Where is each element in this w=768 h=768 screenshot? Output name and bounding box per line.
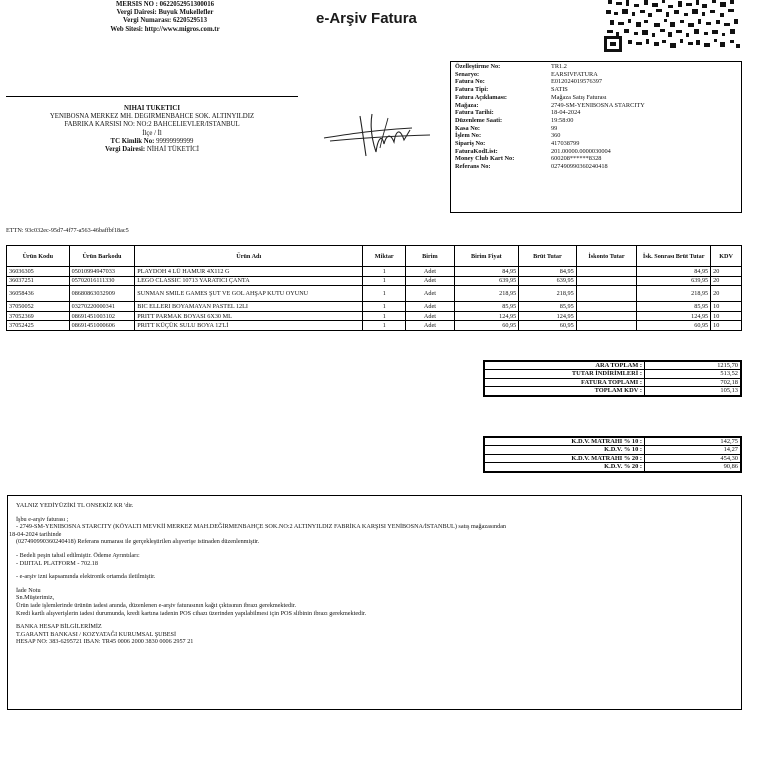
column-header: Ürün Kodu <box>7 246 70 267</box>
totals-label: K.D.V. MATRAHI % 10 : <box>485 438 645 446</box>
seller-tax-office: Vergi Dairesi: Buyuk Mukellefler <box>116 9 214 17</box>
seller-mersis: MERSIS NO : 0622052951300016 <box>116 1 214 8</box>
invoice-info-row <box>453 140 647 148</box>
column-header: Birim Fiyat <box>454 246 519 267</box>
buyer-address-line2: FABRIKA KARSISI NO: NO:2 BAHCELIEVLER/ISTANBUL <box>64 121 240 129</box>
return-greeting: Sn.Müşterimiz, <box>16 594 55 602</box>
invoice-info-row <box>453 148 647 156</box>
cell-code: 36036305 <box>7 267 70 277</box>
cell-gross: 60,95 <box>519 321 576 331</box>
invoice-info-label: Özelleştirme No: <box>455 63 501 70</box>
invoice-info-row <box>453 117 647 125</box>
cell-unit: Adet <box>406 276 454 286</box>
cell-name: BIC ELLERI BOYAMAYAN PASTEL 12LI <box>135 302 363 312</box>
column-header: Brüt Tutar <box>519 246 576 267</box>
totals-value: 105,13 <box>645 387 741 395</box>
column-header: Ürün Adı <box>135 246 363 267</box>
cell-gross: 218,95 <box>519 286 576 302</box>
cell-vat: 10 <box>711 321 742 331</box>
invoice-info-row <box>453 163 647 171</box>
buyer-name: NIHAI TUKETICI <box>124 105 180 112</box>
buyer-tax-office <box>6 146 298 154</box>
totals-row <box>485 446 741 454</box>
totals-label: K.D.V. % 20 : <box>485 463 645 471</box>
cell-gross: 84,95 <box>519 267 576 277</box>
cell-unit: Adet <box>406 311 454 321</box>
invoice-info-label: Senaryo: <box>455 70 480 78</box>
payment-line1: - Bedeli peşin tahsil edilmiştir. Ödeme Ayrıntıları: <box>16 551 140 559</box>
qr-code-icon <box>604 0 744 52</box>
cell-unit: Adet <box>406 286 454 302</box>
cell-barcode: 08691451003102 <box>69 311 135 321</box>
totals-box <box>483 360 742 397</box>
cell-price: 639,95 <box>454 276 519 286</box>
invoice-info-label: Fatura Açıklaması: <box>455 93 507 101</box>
cell-price: 85,95 <box>454 302 519 312</box>
cell-name: PRITT PARMAK BOYASI 6X30 ML <box>135 311 363 321</box>
notes-line3: (027490990360240418) Referans numarası ile gerçekleştirilen alışverişe istinaden düzenlenmiştir. <box>16 538 260 546</box>
cell-discount <box>576 286 637 302</box>
invoice-info-row <box>453 78 647 86</box>
table-row <box>7 286 742 302</box>
ettn: ETTN: 93c032ec-95d7-4f77-a563-46baffbf18ac5 <box>6 227 129 234</box>
cell-unit: Adet <box>406 267 454 277</box>
items-header-row <box>7 246 742 267</box>
cell-qty: 1 <box>363 302 406 312</box>
cell-vat: 20 <box>711 286 742 302</box>
cell-qty: 1 <box>363 321 406 331</box>
totals-value: 142,75 <box>645 438 741 446</box>
column-header: İsk. Sonrası Brüt Tutar <box>637 246 711 267</box>
cell-gross: 85,95 <box>519 302 576 312</box>
invoice-info-value: TR1.2 <box>551 63 567 70</box>
totals-value: 513,52 <box>645 370 741 378</box>
cell-name: PRITT KÜÇÜK SULU BOYA 12'Lİ <box>135 321 363 331</box>
invoice-info-label: Mağaza: <box>455 101 479 109</box>
cell-net: 124,95 <box>637 311 711 321</box>
seller-website: Web Sitesi: http://www.migros.com.tr <box>110 25 220 33</box>
invoice-info-label: Düzenleme Saati: <box>455 116 503 124</box>
totals-label: FATURA TOPLAMI : <box>485 378 645 386</box>
totals-value: 14,27 <box>645 446 741 454</box>
cell-net: 60,95 <box>637 321 711 331</box>
column-header: Ürün Barkodu <box>69 246 135 267</box>
invoice-info-row <box>453 63 647 71</box>
return-title: İade Notu <box>16 586 41 594</box>
cell-net: 85,95 <box>637 302 711 312</box>
cell-price: 218,95 <box>454 286 519 302</box>
cell-price: 84,95 <box>454 267 519 277</box>
seller-tax-number: Vergi Numarası: 6220529513 <box>123 17 207 25</box>
cell-discount <box>576 321 637 331</box>
column-header: İskonto Tutar <box>576 246 637 267</box>
cell-gross: 639,95 <box>519 276 576 286</box>
notes-line1: - 2749-SM-YENIBOSNA STARCITY (KÖYALTI MEVKİİ MERKEZ MAH.DEĞİRMENBAHÇE SOK.NO:2 ALTINYILDIZ FABRİKA KARŞISI YENİBOSNA/İSTANBUL) satış mağazasından <box>16 523 507 531</box>
cell-qty: 1 <box>363 311 406 321</box>
bank-title: BANKA HESAP BİLGİLERİMİZ <box>16 623 102 631</box>
invoice-info-label: Kasa No: <box>455 124 481 132</box>
document-title: e-Arşiv Fatura <box>316 10 417 27</box>
return-line1: Ürün iade işlemlerinde ürünün iadesi anında, düzenlenen e-arşiv faturasının kağıt çıktısının ibrazı gerekmektedir. <box>16 601 297 609</box>
invoice-info-value: 19:58:00 <box>551 116 574 124</box>
totals-row <box>485 378 741 386</box>
invoice-info-value: Mağaza Satış Faturası <box>551 93 607 101</box>
cell-code: 36058436 <box>7 286 70 302</box>
seller-info <box>80 1 250 34</box>
invoice-info-value: 201.00000.0000030004 <box>551 147 611 155</box>
buyer-tckn-value: 99999999999 <box>156 137 194 145</box>
invoice-info-value: 2749-SM-YENIBOSNA STARCITY <box>551 101 645 109</box>
cell-code: 37050052 <box>7 302 70 312</box>
cell-net: 218,95 <box>637 286 711 302</box>
invoice-info-row <box>453 109 647 117</box>
cell-barcode: 08691451000606 <box>69 321 135 331</box>
invoice-info-value: 18-04-2024 <box>551 109 581 117</box>
cell-unit: Adet <box>406 321 454 331</box>
cell-discount <box>576 276 637 286</box>
cell-name: LEGO CLASSIC 10713 YARATICI ÇANTA <box>135 276 363 286</box>
buyer-divider <box>6 96 298 97</box>
cell-code: 37052425 <box>7 321 70 331</box>
buyer-district: İlçe / İl <box>142 129 162 137</box>
invoice-info-row <box>453 155 647 163</box>
invoice-info-value: EARSIVFATURA <box>551 70 598 78</box>
totals-value: 1215,70 <box>645 362 741 370</box>
column-header: KDV <box>711 246 742 267</box>
cell-vat: 20 <box>711 267 742 277</box>
totals-label: TUTAR İNDİRİMLERİ : <box>485 370 645 378</box>
cell-code: 36037251 <box>7 276 70 286</box>
invoice-info-label: Money Club Kart No: <box>455 155 515 163</box>
invoice-info-label: Sipariş No: <box>455 140 486 148</box>
invoice-info-row <box>453 102 647 110</box>
totals-row <box>485 463 741 471</box>
buyer-tckn <box>6 138 298 146</box>
invoice-info-row <box>453 125 647 133</box>
table-row <box>7 276 742 286</box>
totals-row <box>485 370 741 378</box>
cell-name: PLAYDOH 4 LÜ HAMUR 4X112 G <box>135 267 363 277</box>
cell-net: 84,95 <box>637 267 711 277</box>
return-line2: Kredi kartlı alışverişlerin iadesi durumunda, kredi kartına iadenin POS cihazı üzerinden yapılabilmesi için POS slibinin ibrazı gerekmektedir. <box>16 609 367 617</box>
invoice-info-row <box>453 86 647 94</box>
cell-barcode: 05010994947033 <box>69 267 135 277</box>
electronic-note: - e-arşiv izni kapsamında elektronik ortamda iletilmiştir. <box>16 573 156 581</box>
cell-qty: 1 <box>363 276 406 286</box>
invoice-info-value: SATIS <box>551 86 568 94</box>
column-header: Miktar <box>363 246 406 267</box>
cell-qty: 1 <box>363 267 406 277</box>
cell-unit: Adet <box>406 302 454 312</box>
cell-discount <box>576 311 637 321</box>
cell-price: 124,95 <box>454 311 519 321</box>
table-row <box>7 302 742 312</box>
invoice-info-value: 417038799 <box>551 140 580 148</box>
invoice-info-label: Fatura Tarihi: <box>455 109 494 117</box>
amount-in-words: YALNIZ YEDİYÜZİKİ TL ONSEKİZ KR 'dir. <box>16 502 134 509</box>
totals-value: 702,18 <box>645 378 741 386</box>
invoice-info-box <box>450 61 742 213</box>
invoice-info-label: Referans No: <box>455 163 491 171</box>
cell-discount <box>576 302 637 312</box>
totals-row <box>485 387 741 395</box>
invoice-info-label: İşlem No: <box>455 132 482 140</box>
buyer-tax-office-label: Vergi Dairesi: <box>104 146 146 154</box>
notes-box <box>7 495 742 710</box>
table-row <box>7 321 742 331</box>
invoice-info-value: 600208******8328 <box>551 155 602 163</box>
invoice-info-label: Fatura No: <box>455 78 485 86</box>
payment-line2: - DIJITAL PLATFORM - 702.18 <box>16 559 98 567</box>
totals-value: 90,86 <box>645 463 741 471</box>
bank-account: HESAP NO: 383-6295721 IBAN: TR45 0006 2000 3830 0006 2957 21 <box>16 638 194 646</box>
totals-value: 454,30 <box>645 454 741 462</box>
invoice-info-table <box>453 63 647 171</box>
buyer-address-line1: YENIBOSNA MERKEZ MH. DEGIRMENBAHCE SOK. ALTINYILDIZ <box>49 113 255 121</box>
buyer-tckn-label: TC Kimlik No: <box>110 137 155 145</box>
items-table <box>6 245 742 331</box>
invoice-info-value: 027490990360240418 <box>551 163 608 171</box>
signature-icon <box>320 108 440 162</box>
invoice-info-value: E012024019576397 <box>551 78 603 86</box>
buyer-tax-office-value: NİHAİ TÜKETİCİ <box>146 146 200 154</box>
invoice-info-value: 360 <box>551 132 561 140</box>
table-row <box>7 267 742 277</box>
invoice-info-row <box>453 71 647 79</box>
totals-row <box>485 362 741 370</box>
cell-name: SUNMAN SMILE GAMES ŞUT VE GOL AHŞAP KUTU OYUNU <box>135 286 363 302</box>
cell-vat: 10 <box>711 302 742 312</box>
notes-intro: İşbu e-arşiv faturası ; <box>16 515 69 523</box>
totals-label: K.D.V. % 10 : <box>485 446 645 454</box>
cell-barcode: 08680863032909 <box>69 286 135 302</box>
totals-label: TOPLAM KDV : <box>485 387 645 395</box>
vat-totals-box <box>483 436 742 473</box>
invoice-info-label: FaturaKodList: <box>455 147 498 155</box>
cell-vat: 10 <box>711 311 742 321</box>
totals-label: K.D.V. MATRAHI % 20 : <box>485 454 645 462</box>
cell-barcode: 05702016111330 <box>69 276 135 286</box>
column-header: Birim <box>406 246 454 267</box>
notes-line2: 18-04-2024 tarihinde <box>9 530 62 538</box>
totals-row <box>485 454 741 462</box>
totals-label: ARA TOPLAM : <box>485 362 645 370</box>
cell-vat: 20 <box>711 276 742 286</box>
invoice-info-row <box>453 94 647 102</box>
cell-qty: 1 <box>363 286 406 302</box>
cell-discount <box>576 267 637 277</box>
totals-row <box>485 438 741 446</box>
buyer-info <box>6 105 298 154</box>
cell-barcode: 03270220000341 <box>69 302 135 312</box>
table-row <box>7 311 742 321</box>
cell-price: 60,95 <box>454 321 519 331</box>
cell-net: 639,95 <box>637 276 711 286</box>
invoice-info-value: 99 <box>551 124 558 132</box>
invoice-info-row <box>453 132 647 140</box>
cell-gross: 124,95 <box>519 311 576 321</box>
invoice-info-label: Fatura Tipi: <box>455 86 489 94</box>
bank-name: T.GARANTI BANKASI / KOZYATAĞI KURUMSAL ŞUBESİ <box>16 630 177 638</box>
cell-code: 37052369 <box>7 311 70 321</box>
